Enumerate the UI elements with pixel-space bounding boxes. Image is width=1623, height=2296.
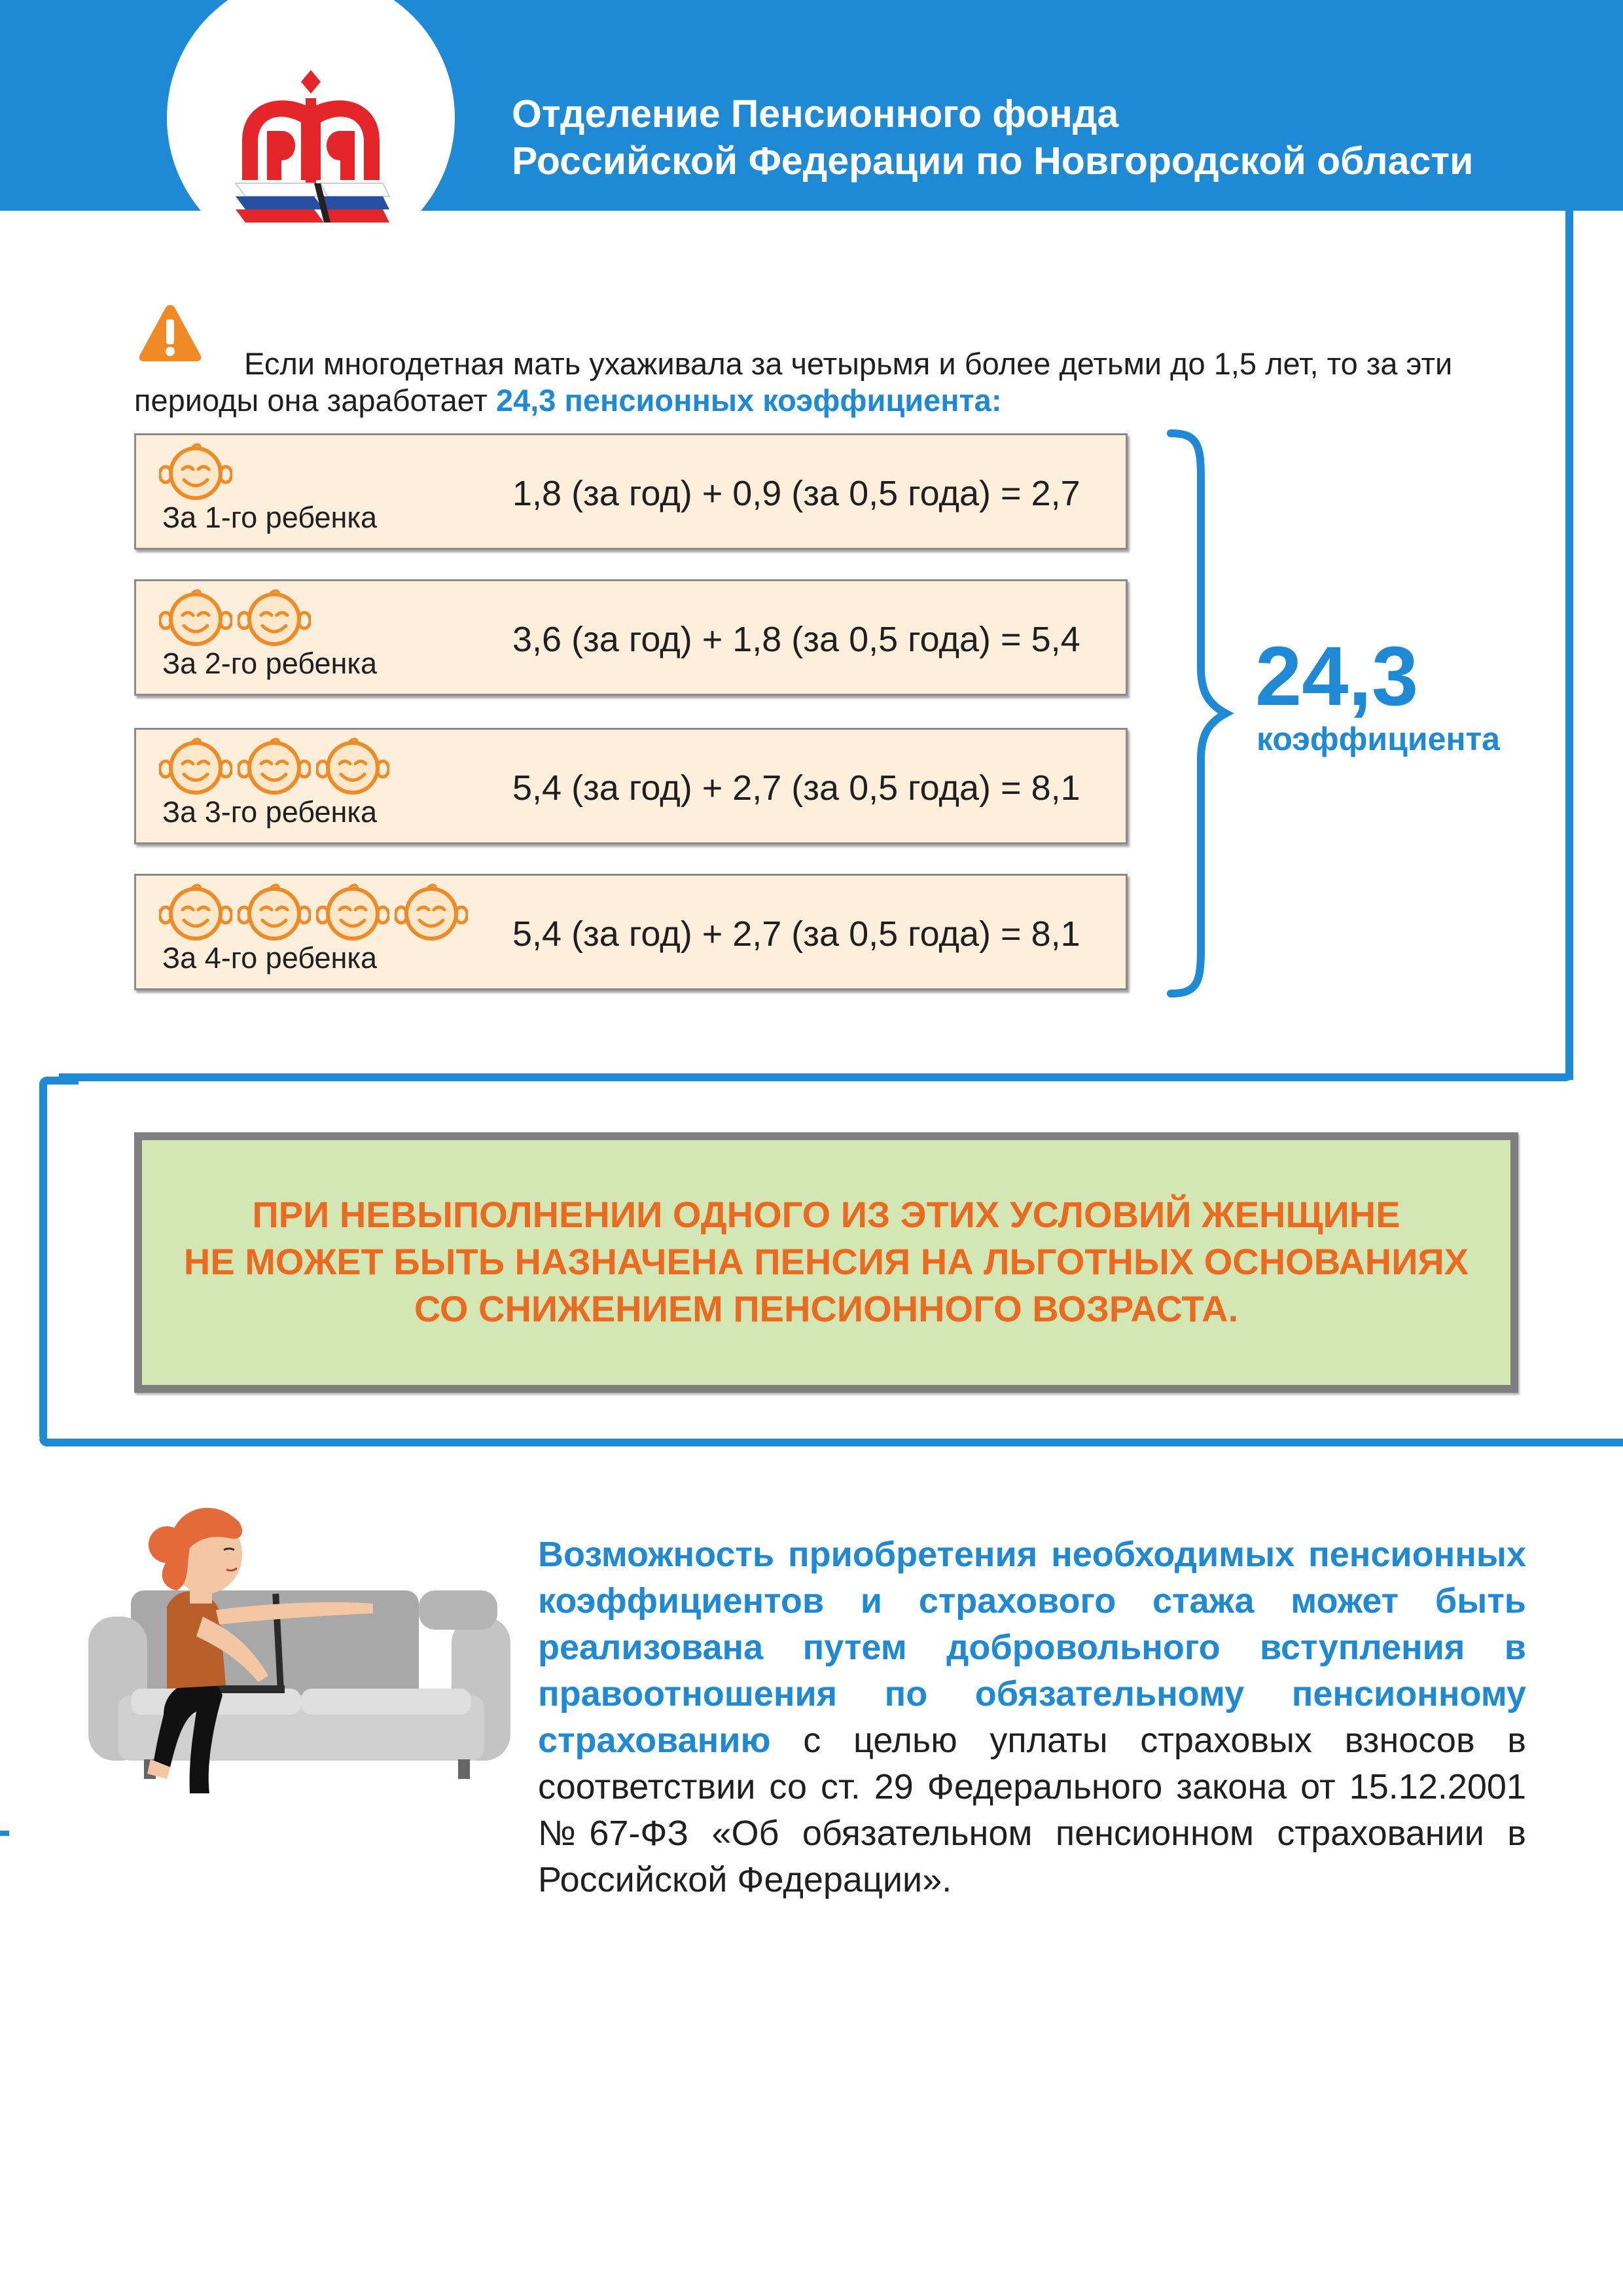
child-row-3 — [134, 728, 1128, 844]
woman-on-sofa-illustration — [79, 1479, 537, 1793]
paragraph-bold-part: Возможность приобретения необходимых пенсионных коэффициентов и страхового стажа может быть реализована путем добровольного вступления в правоотношения по обязательному пенсионному страхованию — [538, 1535, 1526, 1760]
baby-face-icon — [159, 589, 232, 647]
child-row-label: За 3-го ребенка — [162, 795, 378, 829]
child-faces — [159, 443, 232, 501]
baby-face-icon — [238, 589, 311, 647]
notice-line1: ПРИ НЕВЫПОЛНЕНИИ ОДНОГО ИЗ ЭТИХ УСЛОВИЙ ЖЕНЩИНЕ — [252, 1194, 1400, 1235]
baby-face-icon — [159, 738, 232, 795]
frame-right-upper — [1565, 211, 1573, 1080]
warning-text — [134, 346, 1495, 419]
child-row-formula: 3,6 (за год) + 1,8 (за 0,5 года) = 5,4 — [512, 620, 1080, 659]
frame-bottom-line — [39, 1439, 1623, 1446]
child-row-label: За 1-го ребенка — [162, 501, 378, 534]
frame-mid-top-curve — [39, 1077, 79, 1085]
frame-left-mid — [39, 1077, 47, 1443]
baby-face-icon — [159, 884, 232, 941]
child-row-2 — [134, 579, 1128, 696]
curly-brace — [1162, 425, 1234, 1001]
notice-line2: НЕ МОЖЕТ БЫТЬ НАЗНАЧЕНА ПЕНСИЯ НА ЛЬГОТНЫХ ОСНОВАНИЯХ — [183, 1241, 1469, 1282]
child-row-formula: 1,8 (за год) + 0,9 (за 0,5 года) = 2,7 — [512, 474, 1080, 513]
child-row-label: За 2-го ребенка — [162, 647, 378, 680]
frame-left-tick — [0, 1831, 9, 1836]
baby-face-icon — [316, 738, 389, 795]
child-faces — [159, 589, 311, 647]
child-row-4 — [134, 874, 1128, 990]
voluntary-insurance-paragraph — [538, 1532, 1526, 1903]
child-faces — [159, 884, 468, 941]
total-label: коэффициента — [1257, 721, 1500, 757]
child-row-1 — [134, 433, 1128, 550]
header-title-line1: Отделение Пенсионного фонда — [512, 92, 1119, 135]
warning-highlight: 24,3 пенсионных коэффициента: — [495, 383, 1002, 418]
child-row-label: За 4-го ребенка — [162, 941, 378, 975]
baby-face-icon — [395, 884, 468, 941]
pfr-logo — [216, 62, 406, 252]
notice-text — [134, 1191, 1518, 1333]
child-faces — [159, 738, 389, 795]
baby-face-icon — [238, 738, 311, 795]
child-row-formula: 5,4 (за год) + 2,7 (за 0,5 года) = 8,1 — [512, 914, 1080, 954]
frame-mid-line — [59, 1073, 1573, 1081]
child-row-formula: 5,4 (за год) + 2,7 (за 0,5 года) = 8,1 — [512, 768, 1080, 808]
warning-text-body: Если многодетная мать ухаживала за четырьмя и более детьми до 1,5 лет, то за эти периоды она заработает — [134, 346, 1453, 418]
notice-line3: СО СНИЖЕНИЕМ ПЕНСИОННОГО ВОЗРАСТА. — [414, 1288, 1239, 1329]
baby-face-icon — [316, 884, 389, 941]
header-title — [512, 90, 1592, 185]
paragraph-regular-part: с целью уплаты страховых взносов в соответствии со ст. 29 Федерального закона от 15.12.2001 №67-ФЗ «Об обязательном пенсионном страховании в Российской Федерации». — [538, 1721, 1526, 1899]
header-title-line2: Российской Федерации по Новгородской области — [512, 139, 1474, 183]
baby-face-icon — [238, 884, 311, 941]
total-value: 24,3 — [1255, 630, 1419, 723]
baby-face-icon — [159, 443, 232, 501]
